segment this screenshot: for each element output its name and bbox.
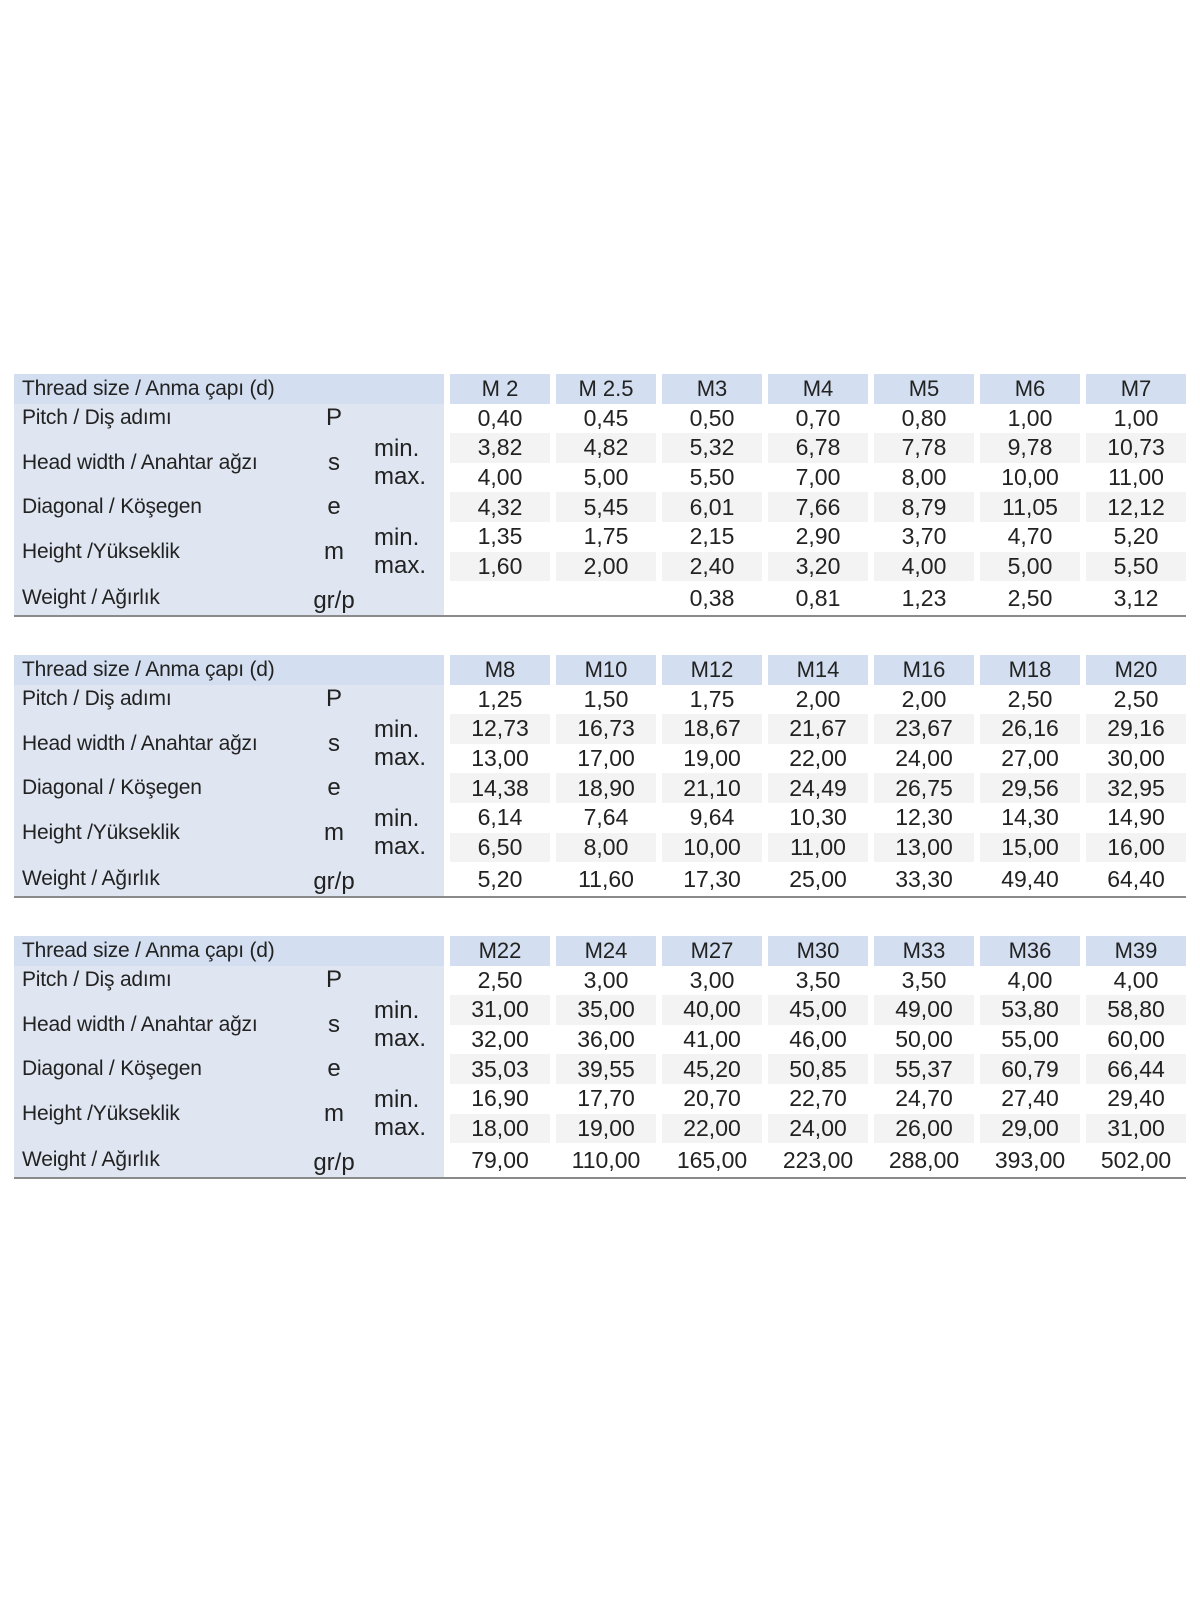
max-label: max. xyxy=(373,462,426,490)
table-row xyxy=(14,433,1186,463)
row-label: Thread size / Anma çapı (d) xyxy=(22,376,275,400)
value-cell: 29,16 xyxy=(1086,714,1186,744)
nut-spec-table-2 xyxy=(14,655,1186,898)
value-cell: 18,67 xyxy=(662,714,762,744)
value-cell: 22,00 xyxy=(662,1114,762,1144)
table-row xyxy=(14,773,1186,803)
row-symbol: e xyxy=(327,774,341,802)
row-label: Head width / Anahtar ağzı xyxy=(22,731,258,755)
table-row xyxy=(14,581,1186,617)
value-cell: 6,14 xyxy=(450,803,550,833)
value-cell: 64,40 xyxy=(1086,862,1186,898)
value-cell: 18,90 xyxy=(556,773,656,803)
table-row xyxy=(14,655,1186,685)
value-cell: 4,00 xyxy=(980,966,1080,996)
value-cell: 20,70 xyxy=(662,1084,762,1114)
row-label: Weight / Ağırlık xyxy=(22,586,160,610)
value-cell: 0,81 xyxy=(768,581,868,617)
value-cell: 24,49 xyxy=(768,773,868,803)
min-label: min. xyxy=(373,434,420,462)
value-cell xyxy=(556,581,656,617)
min-label: min. xyxy=(373,804,420,832)
value-cell: 31,00 xyxy=(450,995,550,1025)
value-cell: 39,55 xyxy=(556,1054,656,1084)
value-cell: 12,12 xyxy=(1086,492,1186,522)
size-header: M4 xyxy=(768,374,868,404)
row-symbol: m xyxy=(324,537,344,565)
value-cell: 9,78 xyxy=(980,433,1080,463)
value-cell: 27,00 xyxy=(980,744,1080,774)
row-label: Thread size / Anma çapı (d) xyxy=(22,938,275,962)
max-label: max. xyxy=(373,551,426,579)
row-label: Pitch / Diş adımı xyxy=(22,687,172,711)
value-cell: 3,82 xyxy=(450,433,550,463)
min-label: min. xyxy=(373,523,420,551)
row-symbol: e xyxy=(327,1055,341,1083)
value-cell: 16,73 xyxy=(556,714,656,744)
value-cell: 58,80 xyxy=(1086,995,1186,1025)
value-cell: 11,05 xyxy=(980,492,1080,522)
size-header: M 2 xyxy=(450,374,550,404)
value-cell: 223,00 xyxy=(768,1143,868,1179)
value-cell: 3,50 xyxy=(874,966,974,996)
value-cell: 45,00 xyxy=(768,995,868,1025)
value-cell: 11,00 xyxy=(1086,463,1186,493)
value-cell: 12,30 xyxy=(874,803,974,833)
value-cell: 1,35 xyxy=(450,522,550,552)
value-cell: 110,00 xyxy=(556,1143,656,1179)
row-label: Height /Yükseklik xyxy=(22,1101,180,1125)
size-header: M10 xyxy=(556,655,656,685)
value-cell: 50,85 xyxy=(768,1054,868,1084)
table-row xyxy=(14,966,1186,996)
value-cell: 49,00 xyxy=(874,995,974,1025)
value-cell: 8,79 xyxy=(874,492,974,522)
size-header: M22 xyxy=(450,936,550,966)
max-label: max. xyxy=(373,743,426,771)
value-cell: 10,73 xyxy=(1086,433,1186,463)
value-cell: 25,00 xyxy=(768,862,868,898)
value-cell: 7,00 xyxy=(768,463,868,493)
value-cell: 27,40 xyxy=(980,1084,1080,1114)
value-cell: 60,79 xyxy=(980,1054,1080,1084)
value-cell: 60,00 xyxy=(1086,1025,1186,1055)
value-cell: 2,90 xyxy=(768,522,868,552)
table-row xyxy=(14,492,1186,522)
value-cell: 4,32 xyxy=(450,492,550,522)
row-label: Diagonal / Köşegen xyxy=(22,495,202,519)
size-header: M27 xyxy=(662,936,762,966)
value-cell: 3,50 xyxy=(768,966,868,996)
size-header: M6 xyxy=(980,374,1080,404)
value-cell: 2,15 xyxy=(662,522,762,552)
table-row xyxy=(14,1143,1186,1179)
value-cell: 5,50 xyxy=(662,463,762,493)
value-cell: 79,00 xyxy=(450,1143,550,1179)
table-row xyxy=(14,936,1186,966)
row-label: Diagonal / Köşegen xyxy=(22,776,202,800)
value-cell: 7,78 xyxy=(874,433,974,463)
row-label: Diagonal / Köşegen xyxy=(22,1057,202,1081)
value-cell: 2,50 xyxy=(980,685,1080,715)
value-cell: 16,90 xyxy=(450,1084,550,1114)
value-cell: 7,66 xyxy=(768,492,868,522)
value-cell: 53,80 xyxy=(980,995,1080,1025)
value-cell: 24,00 xyxy=(768,1114,868,1144)
size-header: M14 xyxy=(768,655,868,685)
value-cell: 5,00 xyxy=(980,552,1080,582)
value-cell: 19,00 xyxy=(662,744,762,774)
row-label: Height /Yükseklik xyxy=(22,820,180,844)
value-cell: 13,00 xyxy=(450,744,550,774)
table-row xyxy=(14,1054,1186,1084)
row-label: Weight / Ağırlık xyxy=(22,1148,160,1172)
value-cell: 13,00 xyxy=(874,833,974,863)
size-header: M30 xyxy=(768,936,868,966)
value-cell: 11,60 xyxy=(556,862,656,898)
value-cell: 2,50 xyxy=(1086,685,1186,715)
value-cell: 30,00 xyxy=(1086,744,1186,774)
table-row xyxy=(14,714,1186,744)
row-symbol: gr/p xyxy=(313,868,355,896)
row-symbol: P xyxy=(325,685,342,713)
value-cell: 4,00 xyxy=(1086,966,1186,996)
size-header: M12 xyxy=(662,655,762,685)
value-cell: 14,30 xyxy=(980,803,1080,833)
size-header: M5 xyxy=(874,374,974,404)
value-cell: 288,00 xyxy=(874,1143,974,1179)
value-cell: 0,45 xyxy=(556,404,656,434)
size-header: M20 xyxy=(1086,655,1186,685)
value-cell: 5,45 xyxy=(556,492,656,522)
value-cell: 35,03 xyxy=(450,1054,550,1084)
value-cell: 8,00 xyxy=(874,463,974,493)
value-cell: 23,67 xyxy=(874,714,974,744)
value-cell: 17,70 xyxy=(556,1084,656,1114)
value-cell: 22,00 xyxy=(768,744,868,774)
value-cell: 11,00 xyxy=(768,833,868,863)
value-cell: 2,00 xyxy=(768,685,868,715)
value-cell: 0,80 xyxy=(874,404,974,434)
max-label: max. xyxy=(373,1024,426,1052)
value-cell: 29,00 xyxy=(980,1114,1080,1144)
value-cell: 35,00 xyxy=(556,995,656,1025)
size-header: M18 xyxy=(980,655,1080,685)
value-cell: 1,75 xyxy=(556,522,656,552)
row-label: Pitch / Diş adımı xyxy=(22,406,172,430)
table-row xyxy=(14,404,1186,434)
size-header: M7 xyxy=(1086,374,1186,404)
value-cell: 3,12 xyxy=(1086,581,1186,617)
value-cell: 502,00 xyxy=(1086,1143,1186,1179)
value-cell: 1,00 xyxy=(980,404,1080,434)
value-cell: 15,00 xyxy=(980,833,1080,863)
value-cell: 3,20 xyxy=(768,552,868,582)
value-cell: 2,50 xyxy=(980,581,1080,617)
table-row xyxy=(14,862,1186,898)
value-cell: 8,00 xyxy=(556,833,656,863)
size-header: M16 xyxy=(874,655,974,685)
value-cell: 165,00 xyxy=(662,1143,762,1179)
value-cell: 10,00 xyxy=(980,463,1080,493)
row-symbol: m xyxy=(324,818,344,846)
table-row xyxy=(14,685,1186,715)
value-cell: 36,00 xyxy=(556,1025,656,1055)
value-cell: 12,73 xyxy=(450,714,550,744)
value-cell: 66,44 xyxy=(1086,1054,1186,1084)
size-header: M24 xyxy=(556,936,656,966)
row-symbol: e xyxy=(327,493,341,521)
value-cell xyxy=(450,581,550,617)
value-cell: 26,75 xyxy=(874,773,974,803)
value-cell: 0,38 xyxy=(662,581,762,617)
value-cell: 10,30 xyxy=(768,803,868,833)
value-cell: 21,10 xyxy=(662,773,762,803)
max-label: max. xyxy=(373,832,426,860)
value-cell: 1,23 xyxy=(874,581,974,617)
value-cell: 0,50 xyxy=(662,404,762,434)
value-cell: 5,20 xyxy=(1086,522,1186,552)
max-label: max. xyxy=(373,1113,426,1141)
value-cell: 4,70 xyxy=(980,522,1080,552)
value-cell: 3,70 xyxy=(874,522,974,552)
size-header: M39 xyxy=(1086,936,1186,966)
value-cell: 1,00 xyxy=(1086,404,1186,434)
row-label: Pitch / Diş adımı xyxy=(22,968,172,992)
value-cell: 55,00 xyxy=(980,1025,1080,1055)
value-cell: 14,90 xyxy=(1086,803,1186,833)
value-cell: 0,40 xyxy=(450,404,550,434)
min-label: min. xyxy=(373,996,420,1024)
value-cell: 18,00 xyxy=(450,1114,550,1144)
row-symbol: s xyxy=(328,448,340,476)
size-header: M36 xyxy=(980,936,1080,966)
row-symbol: P xyxy=(325,966,342,994)
min-label: min. xyxy=(373,1085,420,1113)
value-cell: 24,70 xyxy=(874,1084,974,1114)
value-cell: 19,00 xyxy=(556,1114,656,1144)
row-symbol: gr/p xyxy=(313,1149,355,1177)
min-label: min. xyxy=(373,715,420,743)
value-cell: 3,00 xyxy=(662,966,762,996)
value-cell: 26,16 xyxy=(980,714,1080,744)
value-cell: 9,64 xyxy=(662,803,762,833)
value-cell: 40,00 xyxy=(662,995,762,1025)
value-cell: 32,95 xyxy=(1086,773,1186,803)
value-cell: 1,60 xyxy=(450,552,550,582)
size-header: M3 xyxy=(662,374,762,404)
value-cell: 4,00 xyxy=(874,552,974,582)
value-cell: 45,20 xyxy=(662,1054,762,1084)
value-cell: 3,00 xyxy=(556,966,656,996)
value-cell: 2,40 xyxy=(662,552,762,582)
row-symbol: P xyxy=(325,404,342,432)
value-cell: 1,50 xyxy=(556,685,656,715)
row-symbol: s xyxy=(328,729,340,757)
value-cell: 24,00 xyxy=(874,744,974,774)
value-cell: 1,75 xyxy=(662,685,762,715)
value-cell: 1,25 xyxy=(450,685,550,715)
size-header: M8 xyxy=(450,655,550,685)
row-label: Height /Yükseklik xyxy=(22,539,180,563)
value-cell: 4,00 xyxy=(450,463,550,493)
value-cell: 29,56 xyxy=(980,773,1080,803)
value-cell: 2,50 xyxy=(450,966,550,996)
nut-spec-table-1 xyxy=(14,374,1186,617)
table-row xyxy=(14,1084,1186,1114)
value-cell: 7,64 xyxy=(556,803,656,833)
row-symbol: s xyxy=(328,1010,340,1038)
value-cell: 393,00 xyxy=(980,1143,1080,1179)
size-header: M 2.5 xyxy=(556,374,656,404)
value-cell: 16,00 xyxy=(1086,833,1186,863)
value-cell: 5,50 xyxy=(1086,552,1186,582)
value-cell: 0,70 xyxy=(768,404,868,434)
value-cell: 49,40 xyxy=(980,862,1080,898)
value-cell: 10,00 xyxy=(662,833,762,863)
value-cell: 5,32 xyxy=(662,433,762,463)
value-cell: 29,40 xyxy=(1086,1084,1186,1114)
row-label: Head width / Anahtar ağzı xyxy=(22,1012,258,1036)
row-label: Weight / Ağırlık xyxy=(22,867,160,891)
value-cell: 6,50 xyxy=(450,833,550,863)
table-row xyxy=(14,374,1186,404)
value-cell: 46,00 xyxy=(768,1025,868,1055)
value-cell: 22,70 xyxy=(768,1084,868,1114)
value-cell: 6,01 xyxy=(662,492,762,522)
value-cell: 4,82 xyxy=(556,433,656,463)
value-cell: 17,30 xyxy=(662,862,762,898)
value-cell: 50,00 xyxy=(874,1025,974,1055)
value-cell: 55,37 xyxy=(874,1054,974,1084)
value-cell: 5,00 xyxy=(556,463,656,493)
value-cell: 31,00 xyxy=(1086,1114,1186,1144)
value-cell: 33,30 xyxy=(874,862,974,898)
table-row xyxy=(14,522,1186,552)
value-cell: 17,00 xyxy=(556,744,656,774)
row-label: Head width / Anahtar ağzı xyxy=(22,450,258,474)
value-cell: 32,00 xyxy=(450,1025,550,1055)
nut-spec-table-3 xyxy=(14,936,1186,1179)
value-cell: 21,67 xyxy=(768,714,868,744)
row-symbol: m xyxy=(324,1099,344,1127)
row-symbol: gr/p xyxy=(313,587,355,615)
value-cell: 41,00 xyxy=(662,1025,762,1055)
value-cell: 2,00 xyxy=(874,685,974,715)
table-row xyxy=(14,995,1186,1025)
row-label: Thread size / Anma çapı (d) xyxy=(22,657,275,681)
table-row xyxy=(14,803,1186,833)
size-header: M33 xyxy=(874,936,974,966)
value-cell: 14,38 xyxy=(450,773,550,803)
value-cell: 26,00 xyxy=(874,1114,974,1144)
value-cell: 2,00 xyxy=(556,552,656,582)
value-cell: 5,20 xyxy=(450,862,550,898)
value-cell: 6,78 xyxy=(768,433,868,463)
